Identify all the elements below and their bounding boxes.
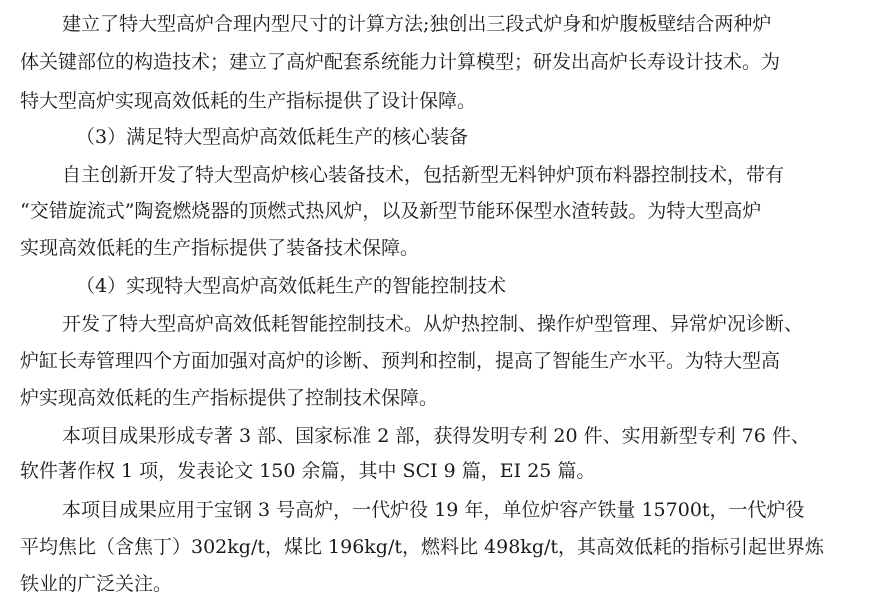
paragraph-line: 炉实现高效低耗的生产指标提供了控制技术保障。 xyxy=(20,387,439,409)
paragraph-line: 实现高效低耗的生产指标提供了装备技术保障。 xyxy=(20,237,420,259)
paragraph-line: 本项目成果应用于宝钢 3 号高炉，一代炉役 19 年，单位炉容产铁量 15700t，一代炉役 xyxy=(62,499,805,521)
paragraph-line: “交错旋流式”陶瓷燃烧器的顶燃式热风炉，以及新型节能环保型水渣转鼓。为特大型高炉 xyxy=(20,200,762,222)
paragraph-line: 开发了特大型高炉高效低耗智能控制技术。从炉热控制、操作炉型管理、异常炉况诊断、 xyxy=(62,313,804,335)
paragraph-line: 本项目成果形成专著 3 部、国家标准 2 部，获得发明专利 20 件、实用新型专利 76 件、 xyxy=(62,425,810,447)
section-heading: （4）实现特大型高炉高效低耗生产的智能控制技术 xyxy=(76,275,507,297)
paragraph-line: 平均焦比（含焦丁）302kg/t，煤比 196kg/t，燃料比 498kg/t，其高效低耗的指标引起世界炼 xyxy=(20,536,825,558)
paragraph-line: 软件著作权 1 项，发表论文 150 余篇，其中 SCI 9 篇，EI 25 篇。 xyxy=(20,460,596,482)
paragraph-line: 体关键部位的构造技术；建立了高炉配套系统能力计算模型；研发出高炉长寿设计技术。为 xyxy=(20,51,781,73)
section-heading: （3）满足特大型高炉高效低耗生产的核心装备 xyxy=(76,126,469,148)
paragraph-line: 特大型高炉实现高效低耗的生产指标提供了设计保障。 xyxy=(20,90,477,112)
paragraph-line: 铁业的广泛关注。 xyxy=(20,573,173,595)
paragraph-line: 炉缸长寿管理四个方面加强对高炉的诊断、预判和控制，提高了智能生产水平。为特大型高 xyxy=(20,350,781,372)
paragraph-line: 建立了特大型高炉合理内型尺寸的计算方法;独创出三段式炉身和炉腹板壁结合两种炉 xyxy=(62,13,772,35)
paragraph-line: 自主创新开发了特大型高炉核心装备技术，包括新型无料钟炉顶布料器控制技术，带有 xyxy=(62,164,785,186)
